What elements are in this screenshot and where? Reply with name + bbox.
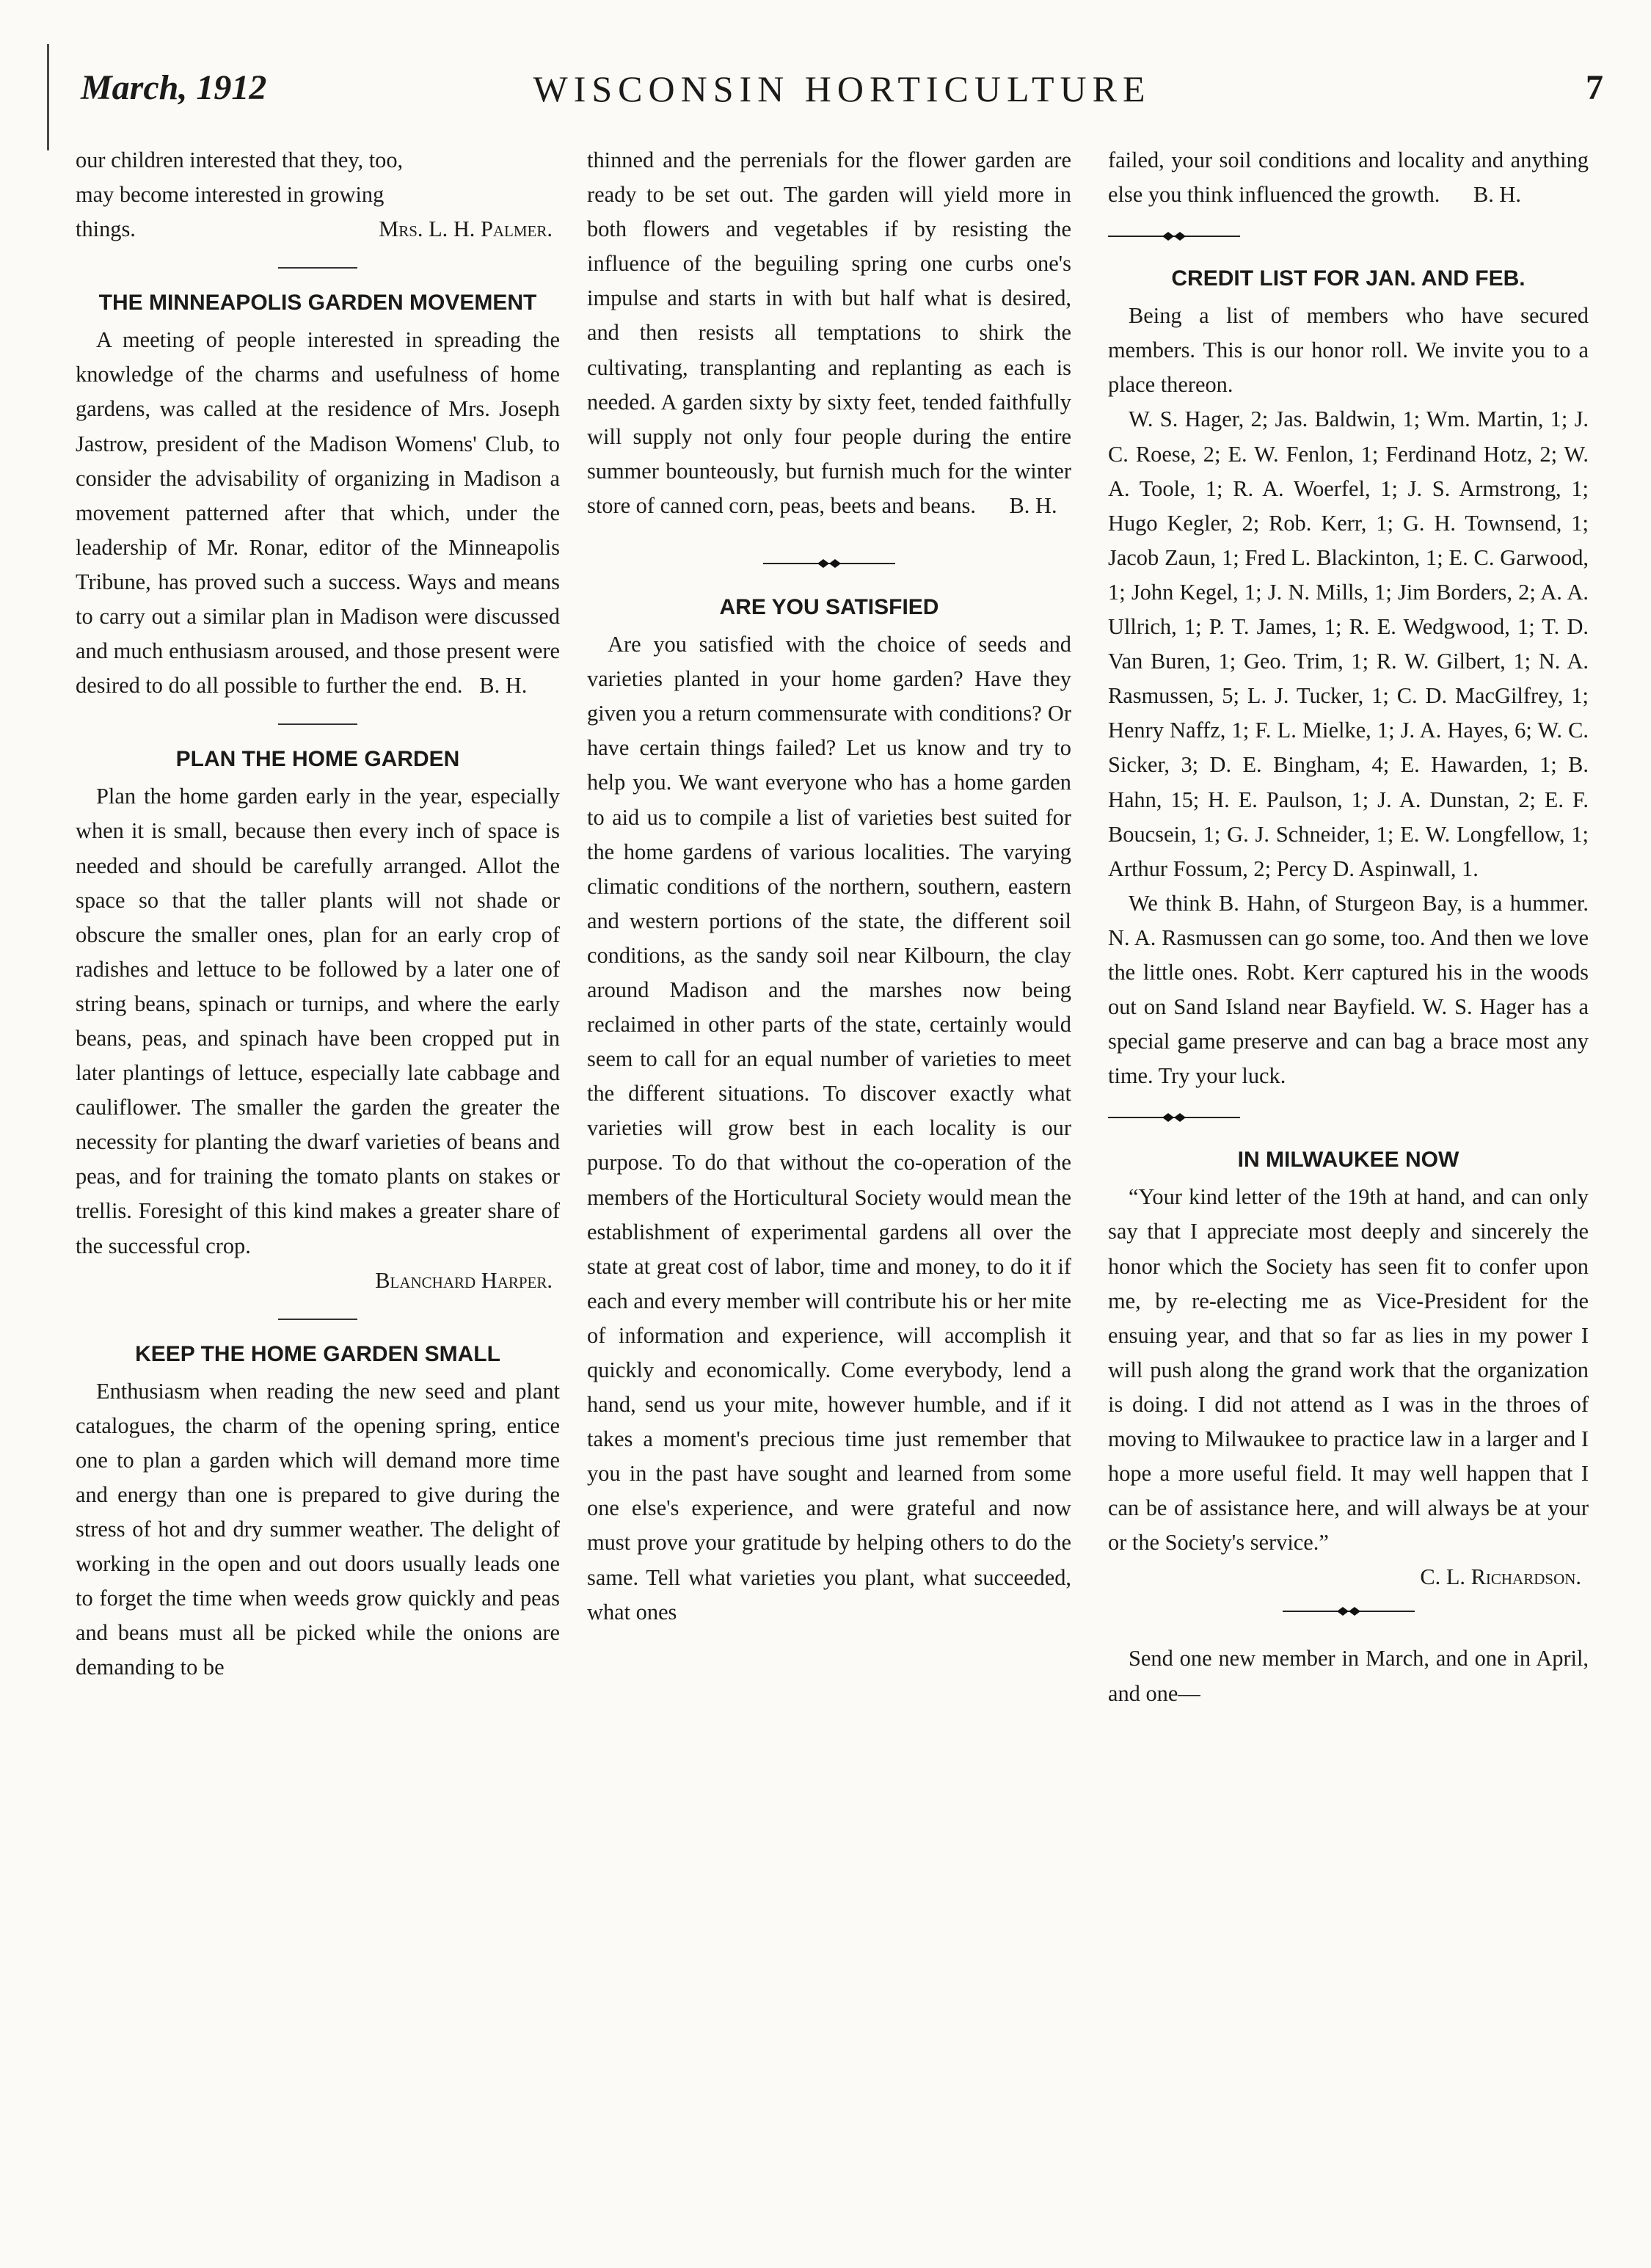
signature: C. L. Richardson. [1420, 1564, 1581, 1590]
column-1 [76, 143, 560, 1685]
divider-rule [278, 723, 357, 725]
article-body: failed, your soil conditions and locality and anything else you think influenced the growth. B. H. [1108, 147, 1589, 208]
article-body: “Your kind letter of the 19th at hand, and can only say that I appreciate most deeply and sincerely the honor which the Society has seen fit to confer upon me, by re-electing me as Vice-President for the ensuing year, and that so far as lies in my power I will push along the grand work that the organization is doing. I did not attend as I was in the throes of moving to Milwaukee to practice law in a larger and I hope a more useful field. It may well happen that I can be of assistance here, and will always be at your or the Society's service.” [1108, 1184, 1589, 1556]
article-body: thinned and the perrenials for the flower garden are ready to be set out. The garden will yield more in both flowers and vegetables if by resisting the influence of the beguiling spring one curbs one's impulse and starts in with but half what is desired, and then resists all temptations to shirk the cultivating, transplanting and replanting as each is needed. A garden sixty by sixty feet, tended faithfully will supply not only four people during the entire summer bounteously, but furnish much for the winter store of canned corn, peas, beets and beans. B. H. [587, 147, 1071, 518]
initials: B. H. [1473, 182, 1521, 208]
article-heading: PLAN THE HOME GARDEN [175, 747, 460, 772]
credit-comment: We think B. Hahn, of Sturgeon Bay, is a hummer. N. A. Rasmussen can go some, too. And then we love the little ones. Robt. Kerr captured his in the woods out on Sand Island near Bayfield. W. S. Hager has a special game preserve and can bag a brace most any time. Try your luck. [1108, 890, 1589, 1089]
article-heading: CREDIT LIST FOR JAN. AND FEB. [1171, 266, 1526, 291]
column-2 [587, 143, 1071, 1630]
signature: Mrs. L. H. Palmer. [379, 216, 553, 242]
article-heading: KEEP THE HOME GARDEN SMALL [135, 1341, 500, 1366]
ornament-divider-icon [1283, 1600, 1415, 1622]
intro-continuation [76, 143, 560, 247]
intro-line: may become interested in growing [76, 182, 384, 208]
divider-rule [278, 267, 357, 269]
column-3 [1108, 143, 1589, 1711]
ornament-divider-icon [763, 553, 895, 575]
intro-line: things. [76, 216, 136, 242]
article-body: Enthusiasm when reading the new seed and plant catalogues, the charm of the opening spring, entice one to plan a garden which will demand more time and energy than one is prepared to give during the stress of hot and dry summer weather. The delight of working in the open and out doors usually leads one to forget the time when weeds grow quickly and peas and beans must all be picked while the onions are demanding to be [76, 1378, 560, 1680]
margin-rule [47, 44, 49, 150]
article-body: A meeting of people interested in spreading the knowledge of the charms and usefulness of home gardens, was called at the residence of Mrs. Joseph Jastrow, president of the Madison Womens' Club, to consider the advisability of organizing in Madison a movement patterned after that which, under the leadership of Mr. Ronar, editor of the Minneapolis Tribune, has proved such a success. Ways and means to carry out a similar plan in Madison were discussed and much enthusiasm aroused, and those present were desired to do all possible to further the end. B. H. [76, 327, 560, 699]
article-heading: IN MILWAUKEE NOW [1237, 1148, 1459, 1173]
journal-title: WISCONSIN HORTICULTURE [533, 68, 1151, 109]
initials: B. H. [1009, 492, 1057, 518]
page-number: 7 [1586, 68, 1603, 107]
intro-line: our children interested that they, too, [76, 147, 404, 172]
divider-rule [278, 1319, 357, 1320]
credit-intro: Being a list of members who have secured members. This is our honor roll. We invite you to a place thereon. [1108, 303, 1589, 398]
article-heading: THE MINNEAPOLIS GARDEN MOVEMENT [98, 291, 537, 316]
article-heading: ARE YOU SATISFIED [719, 595, 939, 620]
article-body: Plan the home garden early in the year, especially when it is small, because then every inch of space is needed and should be carefully arranged. Allot the space so that the taller plants will not shade or obscure the smaller ones, plan for an early crop of radishes and lettuce to be followed by a later one of string beans, spinach or turnips, and where the early beans, peas, and spinach have been cropped put in later plantings of lettuce, especially late cabbage and cauliflower. The smaller the garden the greater the necessity for planting the dwarf varieties of beans and peas, and for training the tomato plants on stakes or trellis. Foresight of this kind makes a greater share of the successful crop. [76, 784, 560, 1258]
ornament-divider-icon [1108, 1106, 1240, 1128]
page-header [81, 68, 1603, 119]
credit-list: W. S. Hager, 2; Jas. Baldwin, 1; Wm. Martin, 1; J. C. Roese, 2; E. W. Fenlon, 1; Ferdinand Hotz, 2; W. A. Toole, 1; R. A. Woerfel, 1; J. S. Armstrong, 1; Hugo Kegler, 2; Rob. Kerr, 1; G. H. Townsend, 1; Jacob Zaun, 1; Fred L. Blackinton, 1; E. C. Garwood, 1; John Kegel, 1; J. N. Mills, 1; Jim Borders, 2; A. A. Ullrich, 1; P. T. James, 1; R. E. Wedgwood, 1; T. D. Van Buren, 1; Geo. Trim, 1; R. W. Gilbert, 1; N. A. Rasmussen, 5; L. J. Tucker, 1; C. D. MacGilfrey, 1; Henry Naffz, 1; F. L. Mielke, 1; J. A. Hayes, 6; W. C. Sicker, 3; D. E. Bingham, 4; E. Hawarden, 1; B. Hahn, 15; H. E. Paulson, 1; J. A. Dunstan, 2; E. F. Boucsein, 1; G. J. Schneider, 1; E. W. Longfellow, 1; Arthur Fossum, 2; Percy D. Aspinwall, 1. [1108, 406, 1589, 881]
signature: Blanchard Harper. [375, 1267, 553, 1293]
closing-appeal: Send one new member in March, and one in April, and one— [1108, 1646, 1589, 1706]
initials: B. H. [479, 673, 528, 699]
ornament-divider-icon [1108, 225, 1240, 247]
article-body: Are you satisfied with the choice of seeds and varieties planted in your home garden? Have they given you a return commensurate with conditions? Or have certain things failed? Let us know and try to help you. We want everyone who has a home garden to aid us to compile a list of varieties best suited for the home gardens of various localities. The varying climatic conditions of the northern, southern, eastern and western portions of the state, the different soil conditions, as the sandy soil near Kilbourn, the clay around Madison and the marshes now being reclaimed in other parts of the state, certainly would seem to call for an equal number of varieties to meet the different situations. To discover exactly what varieties will grow best in each locality is our purpose. To do that without the co-operation of the members of the Horticultural Society would mean the establishment of experimental gardens all over the state at great cost of labor, time and money, to do it if each and every member will contribute his or her mite of information and experience, will accomplish it quickly and economically. Come everybody, lend a hand, send us your mite, however humble, and if it takes a moment's precious time just remember that you in the past have sought and learned from some one else's experience, and were grateful and now must prove your gratitude by helping others to do the same. Tell what varieties you plant, what succeeded, what ones [587, 632, 1071, 1625]
issue-date: March, 1912 [81, 68, 267, 107]
